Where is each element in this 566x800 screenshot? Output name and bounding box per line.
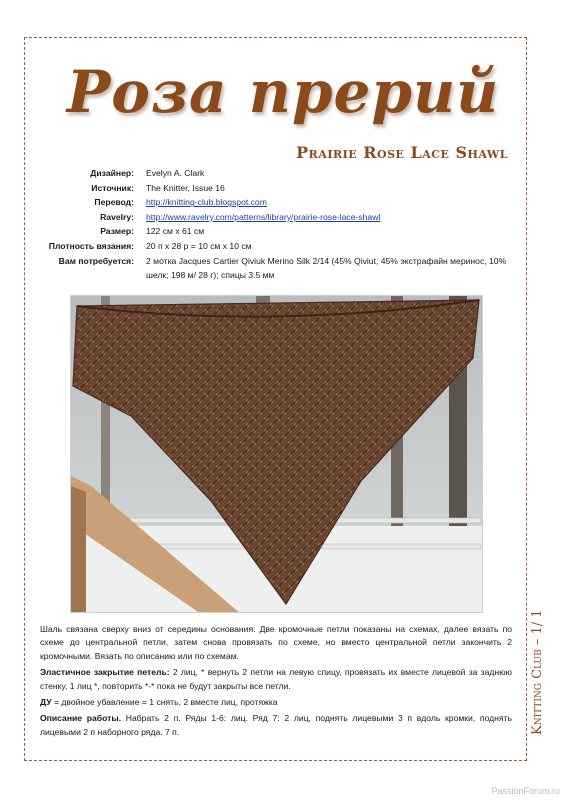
info-label: Дизайнер: xyxy=(90,168,134,178)
work-text: Набрать 2 п. Ряды 1-6: лиц. Ряд 7: 2 лиц, поднять лицевыми 3 п вдоль кромки, поднять лицевыми 2 п наборного ряда. 7 п. xyxy=(40,713,512,737)
work-label: Описание работы. xyxy=(40,713,122,724)
info-row-designer xyxy=(30,166,530,181)
info-value: 2 мотка Jacques Cartier Qiviuk Merino Silk 2/14 (45% Qiviut, 45% экстрафайн меринос, 10% шелк; 198 м/ 28 г); спицы 3.5 мм xyxy=(146,255,507,281)
watermark: PassionForum.ru xyxy=(491,786,560,796)
pattern-info xyxy=(30,166,530,283)
side-label: Knitting Club – 1/ 1 xyxy=(530,609,545,735)
du-text: = двойное убавление = 1 снять, 2 вместе лиц, протяжка xyxy=(51,697,278,708)
work-paragraph xyxy=(40,712,512,739)
info-label: Ravelry: xyxy=(100,211,134,222)
shawl-photo-illustration xyxy=(71,296,483,613)
translation-link[interactable]: http://knitting-club.blogspot.com xyxy=(146,197,267,208)
ravelry-link[interactable]: http://www.ravelry.com/patterns/library/prairie-rose-lace-shawl xyxy=(146,211,381,222)
info-row-materials xyxy=(30,254,530,283)
info-row-size xyxy=(30,224,530,239)
elastic-bindoff-paragraph xyxy=(40,666,512,693)
info-label: Источник: xyxy=(91,182,134,193)
info-value: Evelyn A. Clark xyxy=(146,168,205,178)
shawl-photo xyxy=(70,295,483,613)
elastic-text: 2 лиц, * вернуть 2 петли на левую спицу, провязать их вместе лицевой за заднюю стенку, 1 лиц *, повторить *-* пока не будут закрыты все петли. xyxy=(40,667,512,691)
intro-paragraph: Шаль связана сверху вниз от середины основания. Две кромочные петли показаны на схемах, далее вязать по схеме до центральной петли, затем снова провязать по схеме, но вместо центральной петли закончить 2 кромочными. Вязать по описанию или по схемам. xyxy=(40,624,512,661)
info-value: 20 п х 28 р = 10 см х 10 см xyxy=(146,240,252,251)
info-row-translation xyxy=(30,195,530,210)
info-label: Плотность вязания: xyxy=(48,240,134,251)
du-label: ДУ xyxy=(40,697,52,708)
pattern-description xyxy=(40,623,512,742)
info-label: Размер: xyxy=(100,226,134,237)
page-subtitle: Prairie Rose Lace Shawl xyxy=(296,143,508,162)
info-row-ravelry xyxy=(30,210,530,225)
info-value: 122 см х 61 см xyxy=(146,226,205,237)
info-row-gauge xyxy=(30,239,530,254)
info-row-source xyxy=(30,181,530,196)
info-label: Вам потребуется: xyxy=(58,255,134,266)
page-title: Роза прерий xyxy=(66,58,500,126)
info-label: Перевод: xyxy=(94,197,134,208)
du-paragraph xyxy=(40,696,512,709)
elastic-label: Эластичное закрытие петель: xyxy=(40,667,170,678)
info-value: The Knitter, Issue 16 xyxy=(146,182,225,193)
